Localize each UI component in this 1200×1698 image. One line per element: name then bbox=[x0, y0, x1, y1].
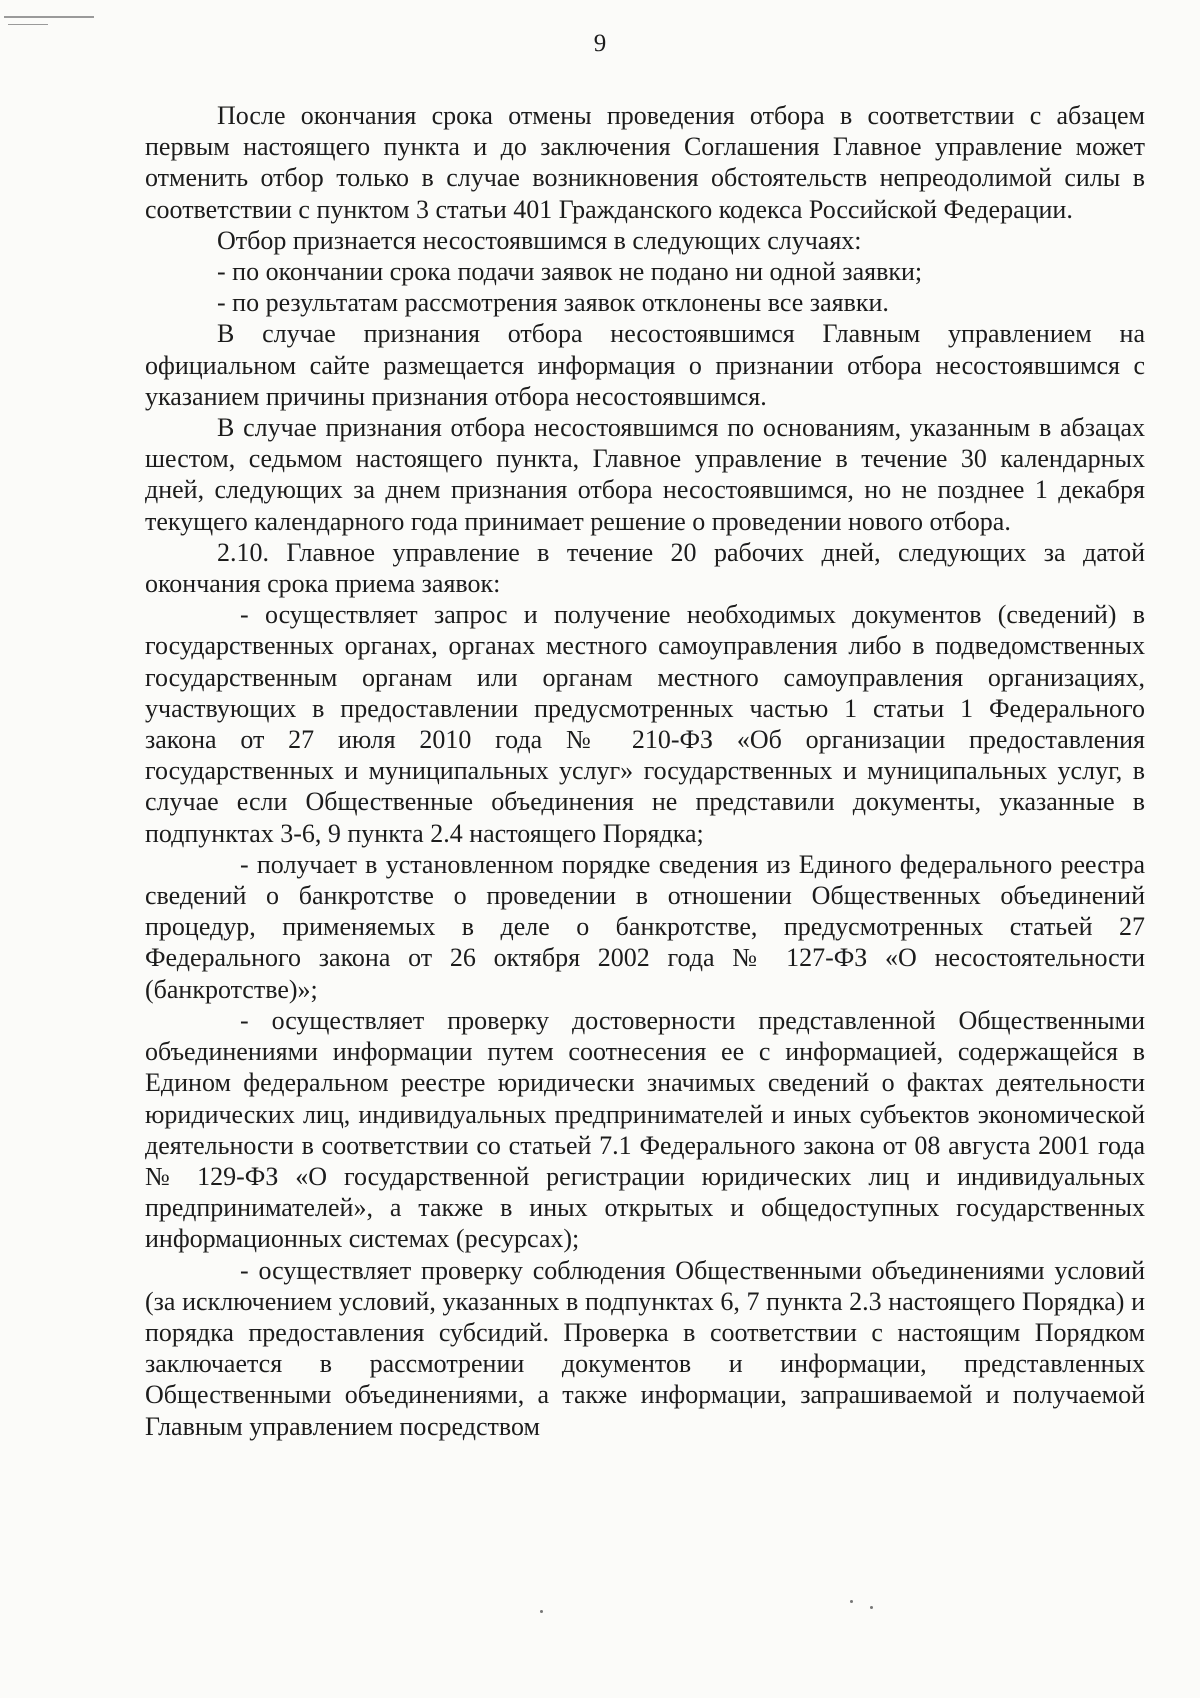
list-item: - осуществляет проверку соблюдения Общественными объединениями условий (за исключением условий, указанных в подпунктах 6, 7 пункта 2.3 настоящего Порядка) и порядка предоставления субсидий. Проверка в соответствии с настоящим Порядком заключается в рассмотрении документов и информации, представленных Общественными объединениями, а также информации, запрашиваемой и получаемой Главным управлением посредством bbox=[145, 1255, 1145, 1441]
list-item: - по окончании срока подачи заявок не подано ни одной заявки; bbox=[217, 257, 923, 287]
list-item: - осуществляет запрос и получение необходимых документов (сведений) в государственных органах, органах местного самоуправления либо в подведомственных государственным органам или органам местного самоуправления организациях, участвующих в предоставлении предусмотренных частью 1 статьи 1 Федерального закона от 27 июля 2010 года № 210-ФЗ «Об организации предоставления государственных и муниципальных услуг» государственных и муниципальных услуг, в случае если Общественные объединения не представили документы, указанные в подпунктах 3-6, 9 пункта 2.4 настоящего Порядка; bbox=[145, 600, 1145, 848]
paragraph: Отбор признается несостоявшимся в следующих случаях: bbox=[217, 225, 862, 255]
list-item: - получает в установленном порядке сведения из Единого федерального реестра сведений о банкротстве о проведении в отношении Общественных объединений процедур, применяемых в деле о банкротстве, предусмотренных статьей 27 Федерального закона от 26 октября 2002 года № 127-ФЗ «О несостоятельности (банкротстве)»; bbox=[145, 849, 1145, 1004]
scan-artifact bbox=[8, 24, 48, 25]
list-item: - по результатам рассмотрения заявок отклонены все заявки. bbox=[217, 288, 889, 318]
list-item: - осуществляет проверку достоверности представленной Общественными объединениями информации путем соотнесения ее с информацией, содержащейся в Едином федеральном реестре юридически значимых сведений о фактах деятельности юридических лиц, индивидуальных предпринимателей и иных субъектов экономической деятельности в соответствии со статьей 7.1 Федерального закона от 08 августа 2001 года № 129-ФЗ «О государственной регистрации юридических лиц и индивидуальных предпринимателей», а также в иных открытых и общедоступных государственных информационных системах (ресурсах); bbox=[145, 1005, 1145, 1254]
paragraph: После окончания срока отмены проведения отбора в соответствии с абзацем первым настоящего пункта и до заключения Соглашения Главное управление может отменить отбор только в случае возникновения обстоятельств непреодолимой силы в соответствии с пунктом 3 статьи 401 Гражданского кодекса Российской Федерации. bbox=[145, 101, 1145, 224]
paragraph: В случае признания отбора несостоявшимся Главным управлением на официальном сайте размещается информация о признании отбора несостоявшимся с указанием причины признания отбора несостоявшимся. bbox=[145, 319, 1145, 411]
document-body bbox=[145, 100, 1145, 1442]
scan-speck bbox=[850, 1600, 853, 1603]
paragraph: В случае признания отбора несостоявшимся по основаниям, указанным в абзацах шестом, седьмом настоящего пункта, Главное управление в течение 30 календарных дней, следующих за днем признания отбора несостоявшимся, но не позднее 1 декабря текущего календарного года принимает решение о проведении нового отбора. bbox=[145, 413, 1145, 536]
scan-speck bbox=[870, 1606, 873, 1609]
page-number: 9 bbox=[593, 30, 607, 57]
scan-artifact bbox=[4, 16, 94, 18]
section-heading-paragraph: 2.10. Главное управление в течение 20 рабочих дней, следующих за датой окончания срока приема заявок: bbox=[145, 537, 1145, 599]
scan-speck bbox=[540, 1610, 543, 1613]
